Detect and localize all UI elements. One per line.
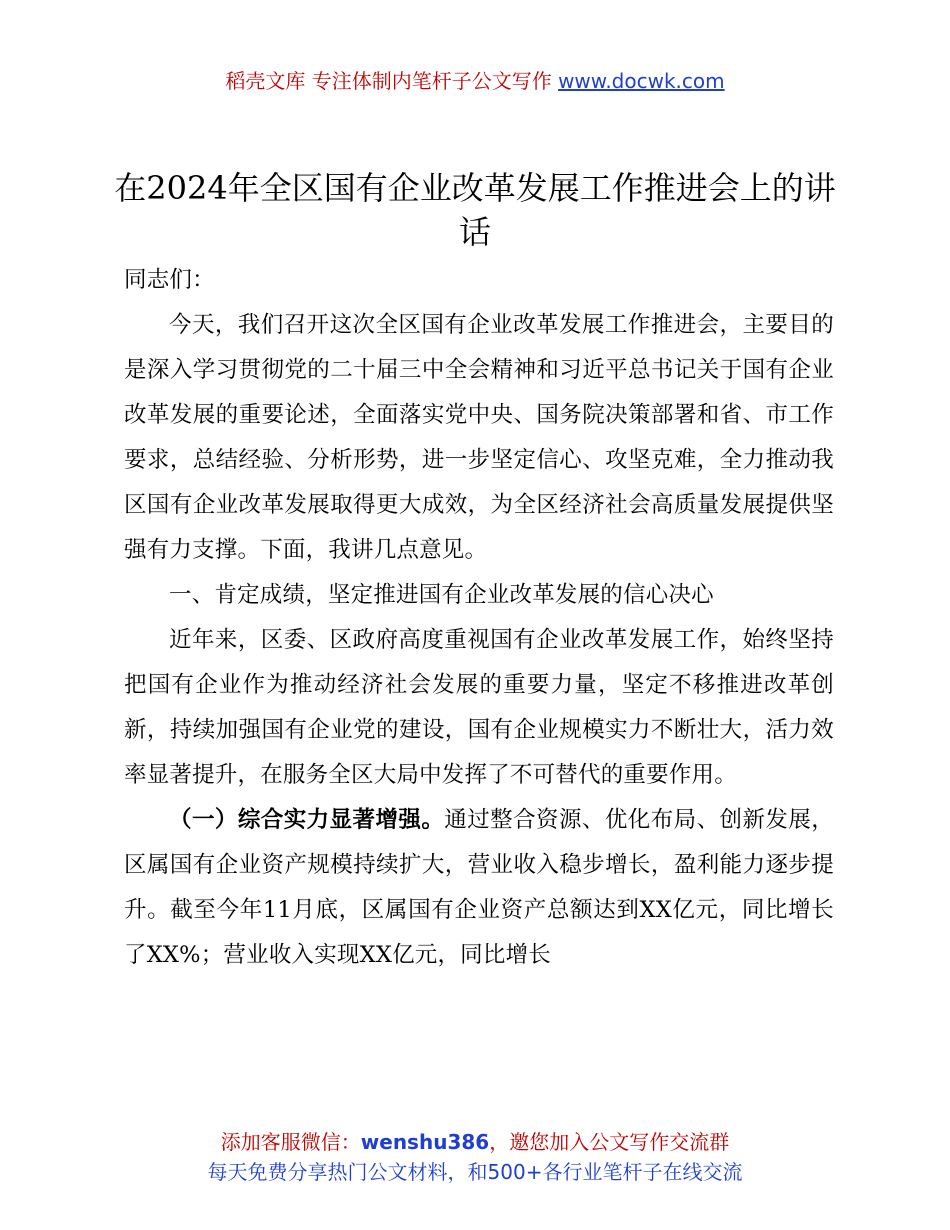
- footer-suffix: ，邀您加入公文写作交流群: [489, 1130, 730, 1154]
- header-url-link[interactable]: www.docwk.com: [558, 69, 725, 93]
- document-title: [100, 166, 850, 254]
- subsection-heading-1: （一）综合实力显著增强。: [169, 807, 445, 833]
- footer-line-2: 每天免费分享热门公文材料，和500+各行业笔杆子在线交流: [207, 1160, 743, 1184]
- paragraph-subsection-1: [124, 798, 834, 978]
- page-footer: [0, 1127, 950, 1187]
- title-year: 2024: [146, 169, 228, 207]
- sub1-text-d: ；营业收入实现: [200, 942, 360, 968]
- header-site-name: 稻壳文库 专注体制内笔杆子公文写作: [225, 69, 552, 93]
- salutation: 同志们：: [124, 267, 215, 293]
- sub1-xx-assets: XX: [639, 897, 672, 923]
- title-prefix: 在: [114, 169, 147, 207]
- sub1-xx-growth: XX%: [146, 942, 201, 968]
- section-heading-1: 一、肯定成绩，坚定推进国有企业改革发展的信心决心: [169, 582, 714, 608]
- footer-wechat-id: wenshu386: [360, 1130, 490, 1154]
- sub1-month: 11: [262, 897, 292, 923]
- sub1-text-a: 通过整合资源、优化布局、创新发展，区属国有企业资产规模持续扩大，营业收入稳步增长，盈利能力逐步提升。截至今年: [124, 807, 835, 923]
- paragraph-opening: 今天，我们召开这次全区国有企业改革发展工作推进会，主要目的是深入学习贯彻党的二十届三中全会精神和习近平总书记关于国有企业改革发展的重要论述，全面落实党中央、国务院决策部署和省、市工作要求，总结经验、分析形势，进一步坚定信心、攻坚克难，全力推动我区国有企业改革发展取得更大成效，为全区经济社会高质量发展提供坚强有力支撑。下面，我讲几点意见。: [124, 312, 834, 563]
- document-body: [124, 258, 834, 978]
- paragraph-achievements: 近年来，区委、区政府高度重视国有企业改革发展工作，始终坚持把国有企业作为推动经济社会发展的重要力量，坚定不移推进改革创新，持续加强国有企业党的建设，国有企业规模实力不断壮大，活力效率显著提升，在服务全区大局中发挥了不可替代的重要作用。: [124, 627, 834, 788]
- footer-prefix: 添加客服微信：: [220, 1130, 361, 1154]
- title-rest: 年全区国有企业改革发展工作推进会上的讲话: [227, 169, 836, 251]
- sub1-text-c: 亿元，同比增长了: [124, 897, 834, 968]
- sub1-text-b: 月底，区属国有企业资产总额达到: [291, 897, 640, 923]
- sub1-text-e: 亿元，同比增长: [392, 942, 551, 968]
- sub1-xx-revenue: XX: [359, 942, 393, 968]
- page-header: [0, 66, 950, 96]
- footer-line-1: [0, 1127, 950, 1157]
